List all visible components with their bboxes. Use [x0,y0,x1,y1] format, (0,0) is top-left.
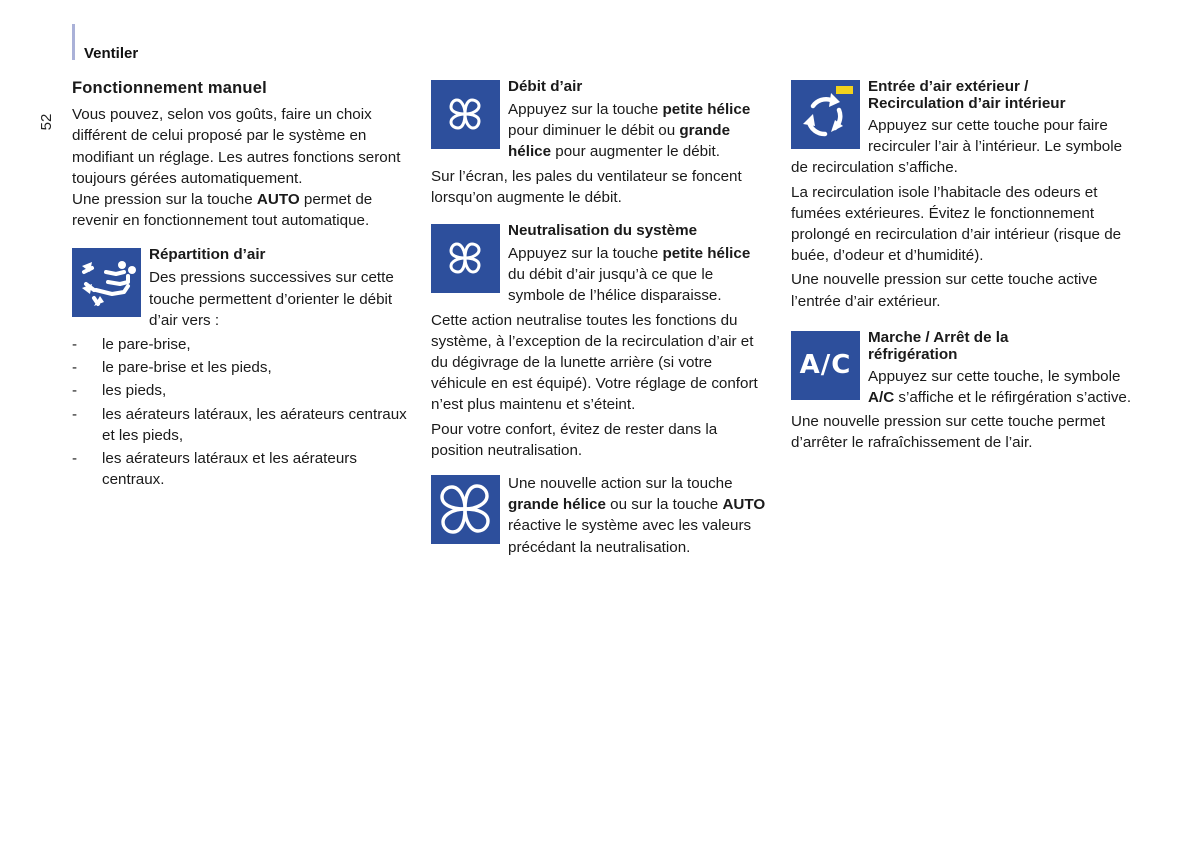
recirculation-title: Entrée d’air extérieur / Recirculation d’air intérieur [868,78,1066,112]
column-left [72,78,412,492]
airflow-screen-text: Sur l’écran, les pales du ventilateur se foncent lorsqu’on augmente le débit. [431,167,742,206]
recirculation-block [791,78,1136,179]
recirculation-off-text: Une nouvelle pression sur cette touche active l’entrée d’air extérieur. [791,271,1098,310]
recirculation-text: Appuyez sur cette touche pour faire recirculer l’air à l’intérieur. Le symbole de recirculation s’affiche. [791,117,1123,177]
reactivate-block [431,473,766,561]
column-right [791,78,1136,457]
air-distribution-list [72,334,412,490]
ac-icon-label: A/C [799,349,852,380]
section-marker [72,24,75,60]
list-item: - les aérateurs latéraux et les aérateurs centraux. [72,448,412,490]
heading-manual-mode: Fonctionnement manuel [72,79,267,97]
neutralization-block [431,222,766,310]
air-distribution-block [72,246,412,334]
ac-block [791,329,1136,408]
neutralization-title: Neutralisation du système [508,222,698,240]
airflow-block [431,78,766,166]
neutralization-comfort-text: Pour votre confort, évitez de rester dans la position neutralisation. [431,420,718,459]
column-middle [431,78,766,561]
neutralization-text: Appuyez sur la touche petite hélice du débit d’air jusqu’à ce que le symbole de l’hélice disparaisse. [508,245,751,305]
recirculation-icon [791,80,860,149]
air-distribution-text: Des pressions successives sur cette touche permettent d’orienter le débit d’air vers : [149,269,394,329]
airflow-text: Appuyez sur la touche petite hélice pour diminuer le débit ou grande hélice pour augmenter le débit. [508,101,751,161]
ac-icon [791,331,860,400]
ac-title: Marche / Arrêt de la réfrigération [868,328,1009,363]
section-title: Ventiler [84,45,139,62]
ac-text: Appuyez sur cette touche, le symbole A/C s’affiche et le réfirgération s’active. [868,367,1132,407]
ac-off-text: Une nouvelle pression sur cette touche permet d’arrêter le rafraîchissement de l’air. [791,413,1106,452]
small-fan-icon [431,224,500,293]
list-item: - le pare-brise et les pieds, [72,357,412,378]
intro-paragraph: Vous pouvez, selon vos goûts, faire un choix différent de celui proposé par le système en modifiant un réglage. Les autres fonctions seront toujours gérées automatiquement. [72,106,401,187]
air-distribution-icon [72,248,141,317]
small-fan-icon [431,80,500,149]
list-item: - les aérateurs latéraux, les aérateurs centraux et les pieds, [72,404,412,446]
page-number: 52 [38,113,55,131]
list-item: - le pare-brise, [72,334,412,355]
list-item: - les pieds, [72,380,412,401]
recirculation-info-text: La recirculation isole l’habitacle des odeurs et fumées extérieures. Évitez le fonctionnement prolongé en recirculation d’air intérieur (risque de buée, d’odeur et d’humidité). [791,183,1122,265]
airflow-title: Débit d’air [508,78,583,95]
indicator-light [836,86,853,94]
large-fan-icon [431,475,500,544]
auto-paragraph: Une pression sur la touche AUTO permet de revenir en fonctionnement tout automatique. [72,191,373,230]
neutralization-effect-text: Cette action neutralise toutes les fonctions du système, à l’exception de la recirculation d’air et du dégivrage de la lunette arrière (si votre véhicule en est équipé). Votre réglage de confort n’est plus maintenu et s’éteint. [431,311,758,414]
air-distribution-title: Répartition d’air [149,246,266,264]
reactivate-text: Une nouvelle action sur la touche grande hélice ou sur la touche AUTO réactive le système avec les valeurs précédant la neutralisation. [508,475,766,556]
